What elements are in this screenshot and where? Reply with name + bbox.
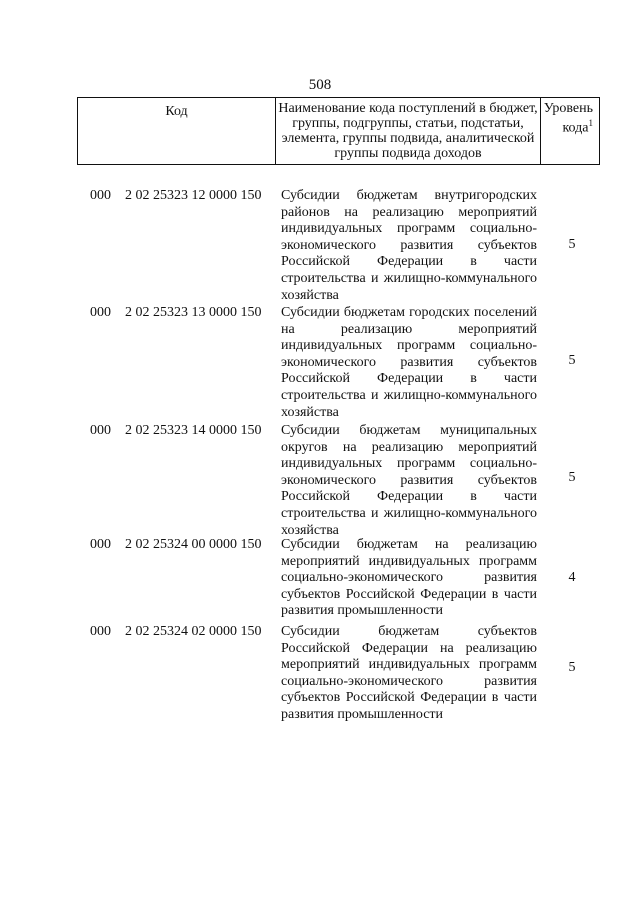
table-body bbox=[0, 188, 640, 724]
row-admin-code: 000 bbox=[90, 624, 111, 639]
header-level bbox=[541, 98, 599, 164]
table-row bbox=[0, 305, 640, 423]
table-row bbox=[0, 624, 640, 724]
row-code: 2 02 25324 02 0000 150 bbox=[125, 624, 262, 639]
row-level: 5 bbox=[568, 353, 576, 368]
row-level: 5 bbox=[568, 237, 576, 252]
row-code-group bbox=[90, 537, 262, 553]
row-code-group bbox=[90, 305, 262, 321]
table-row bbox=[0, 188, 640, 305]
row-code-group bbox=[90, 423, 262, 439]
table-header bbox=[77, 97, 600, 165]
header-level-label: Уровень кода bbox=[543, 101, 593, 136]
row-code: 2 02 25323 13 0000 150 bbox=[125, 305, 262, 320]
header-code: Код bbox=[78, 98, 276, 164]
row-level: 5 bbox=[568, 660, 576, 675]
row-admin-code: 000 bbox=[90, 188, 111, 203]
page-number: 508 bbox=[308, 77, 332, 93]
row-code-group bbox=[90, 188, 262, 204]
table-row bbox=[0, 537, 640, 624]
row-code: 2 02 25323 14 0000 150 bbox=[125, 423, 262, 438]
row-code-group bbox=[90, 624, 262, 640]
row-code: 2 02 25323 12 0000 150 bbox=[125, 188, 262, 203]
row-name: Субсидии бюджетам муниципальных округов на реализацию мероприятий индивидуальных программ социально-экономического развития субъектов Российской Федерации в части строительства и жилищно-коммунального хозяйства bbox=[281, 423, 537, 538]
table-row bbox=[0, 423, 640, 537]
header-level-footnote: 1 bbox=[588, 118, 593, 128]
row-level: 5 bbox=[568, 470, 576, 485]
row-admin-code: 000 bbox=[90, 423, 111, 438]
row-admin-code: 000 bbox=[90, 537, 111, 552]
row-name: Субсидии бюджетам городских поселений на реализацию мероприятий индивидуальных программ социально-экономического развития субъектов Российской Федерации в части строительства и жилищно-коммунального хозяйства bbox=[281, 305, 537, 420]
row-name: Субсидии бюджетам внутригородских районов на реализацию мероприятий индивидуальных программ социально-экономического развития субъектов Российской Федерации в части строительства и жилищно-коммунального хозяйства bbox=[281, 188, 537, 303]
row-level: 4 bbox=[568, 570, 576, 585]
row-code: 2 02 25324 00 0000 150 bbox=[125, 537, 262, 552]
row-name: Субсидии бюджетам субъектов Российской Федерации на реализацию мероприятий индивидуальных программ социально-экономического развития субъектов Российской Федерации в части развития промышленности bbox=[281, 624, 537, 722]
row-admin-code: 000 bbox=[90, 305, 111, 320]
header-name: Наименование кода поступлений в бюджет, группы, подгруппы, статьи, подстатьи, элемента, группы подвида, аналитической группы подвида доходов bbox=[276, 98, 541, 164]
row-name: Субсидии бюджетам на реализацию мероприятий индивидуальных программ социально-экономического развития субъектов Российской Федерации в части развития промышленности bbox=[281, 537, 537, 619]
